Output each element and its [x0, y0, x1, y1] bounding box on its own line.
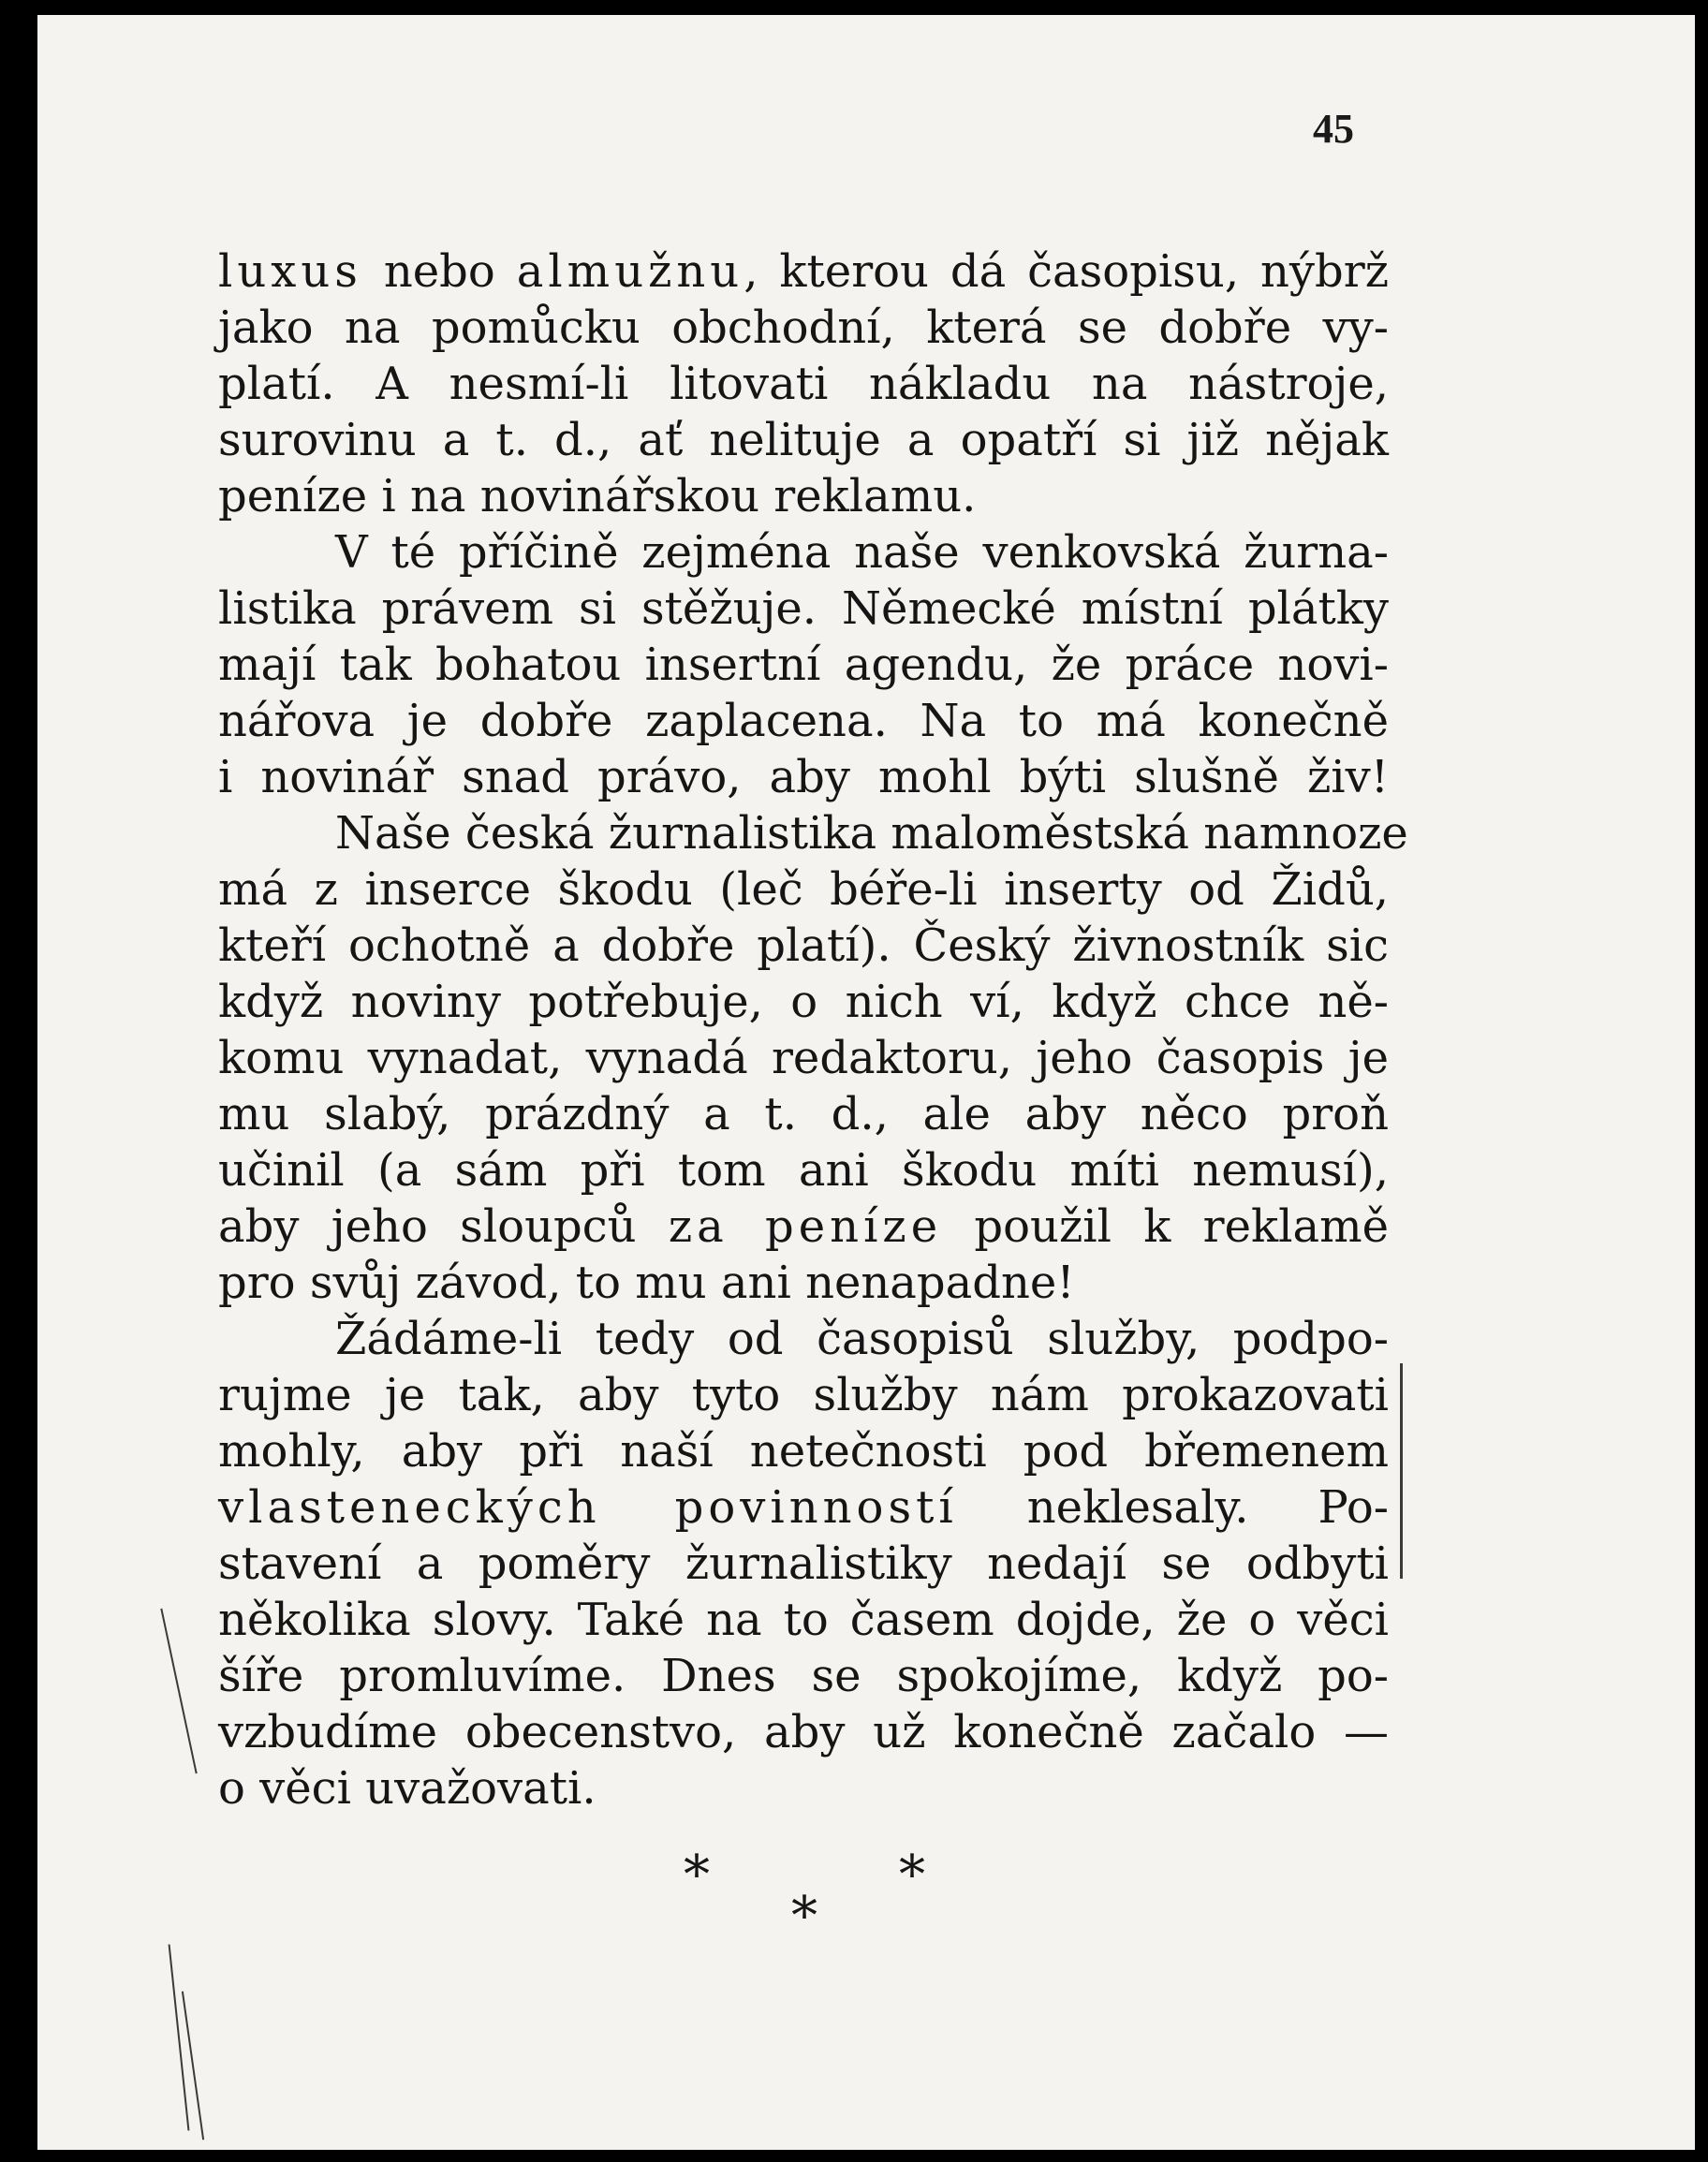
emphasized-text: za peníze — [668, 1200, 943, 1253]
text-segment: rujme je tak, aby tyto služby nám prokazovati — [218, 1369, 1389, 1421]
text-segment: pro svůj závod, to mu ani nenapadne! — [218, 1257, 1075, 1309]
text-segment: mohly, aby při naší netečnosti pod břemenem — [218, 1425, 1389, 1478]
emphasized-text: luxus — [218, 245, 362, 298]
text-segment: vzbudíme obecenstvo, aby už konečně začalo — — [218, 1706, 1389, 1758]
text-segment: surovinu a t. d., ať nelituje a opatří si již nějak — [218, 414, 1389, 466]
text-segment: kteří ochotně a dobře platí). Český živnostník sic — [218, 919, 1389, 972]
text-segment: o věci uvažovati. — [218, 1762, 596, 1815]
text-segment: mu slabý, prázdný a t. d., ale aby něco proň — [218, 1088, 1389, 1140]
text-segment: učinil (a sám při tom ani škodu míti nemusí), — [218, 1144, 1389, 1197]
text-segment: mají tak bohatou insertní agendu, že práce novi- — [218, 639, 1389, 691]
text-segment: komu vynadat, vynadá redaktoru, jeho časopis je — [218, 1032, 1389, 1084]
text-segment: několika slovy. Také na to časem dojde, že o věci — [218, 1594, 1389, 1646]
asterisk: * — [791, 1886, 817, 1947]
text-segment: když noviny potřebuje, o nich ví, když chce ně- — [218, 976, 1389, 1028]
text-segment: i novinář snad právo, aby mohl býti slušně živ! — [218, 751, 1389, 803]
asterisk: * — [684, 1845, 710, 1905]
text-segment: použil k reklamě — [942, 1200, 1389, 1253]
text-segment: nebo — [361, 245, 517, 298]
section-divider — [37, 15, 1695, 2150]
text-segment: listika právem si stěžuje. Německé místní plátky — [218, 582, 1389, 635]
text-segment: , kterou dá časopisu, nýbrž — [744, 245, 1389, 298]
emphasized-text: vlasteneckých povinností — [218, 1481, 958, 1534]
text-segment: peníze i na novinářskou reklamu. — [218, 470, 977, 522]
emphasized-text: almužnu — [516, 245, 744, 298]
page-number: 45 — [1313, 106, 1354, 152]
text-segment: neklesaly. Po- — [957, 1481, 1390, 1534]
text-segment: V té příčině zejména naše venkovská žurna- — [335, 526, 1389, 579]
text-segment: stavení a poměry žurnalistiky nedají se odbyti — [218, 1537, 1389, 1590]
text-segment: Naše česká žurnalistika maloměstská namnoze — [335, 807, 1408, 860]
asterisk: * — [899, 1845, 925, 1905]
text-segment: Žádáme-li tedy od časopisů služby, podpo- — [335, 1313, 1389, 1365]
text-segment: nářova je dobře zaplacena. Na to má konečně — [218, 695, 1389, 747]
book-page — [37, 15, 1695, 2150]
text-segment: má z inserce škodu (leč béře-li inserty od Židů, — [218, 863, 1389, 916]
text-segment: jako na pomůcku obchodní, která se dobře vy- — [218, 302, 1389, 354]
text-segment: aby jeho sloupců — [218, 1200, 669, 1253]
text-segment: šíře promluvíme. Dnes se spokojíme, když po- — [218, 1650, 1389, 1702]
text-segment: platí. A nesmí-li litovati nákladu na nástroje, — [218, 358, 1389, 410]
